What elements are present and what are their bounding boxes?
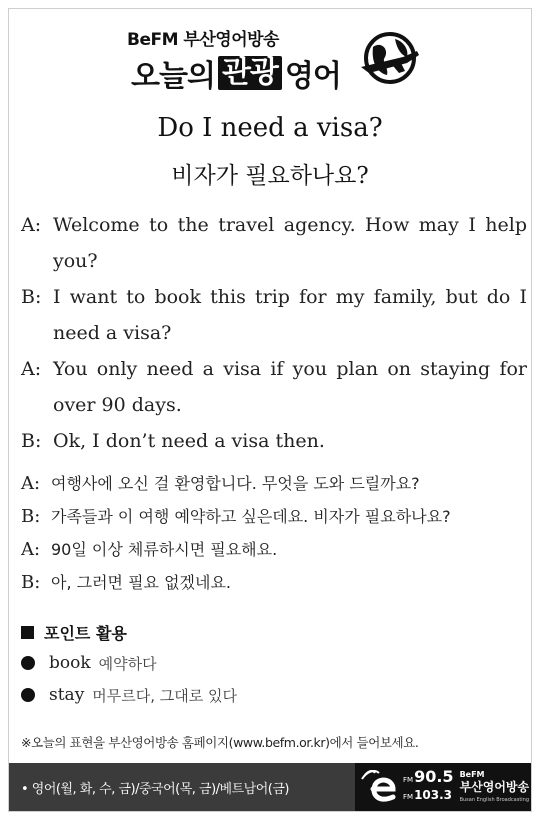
speaker-label: B: xyxy=(21,430,42,452)
dialog-line xyxy=(21,207,527,279)
dialog-text: You only need a visa if you plan on staying for over 90 days. xyxy=(53,358,527,416)
station-name-block xyxy=(460,769,530,806)
dialog-text: Ok, I don’t need a visa then. xyxy=(53,430,325,452)
circle-bullet-icon xyxy=(21,688,35,702)
key-point-meaning: 머무르다, 그대로 있다 xyxy=(92,686,238,705)
show-title-boxed: 관광 xyxy=(218,56,282,90)
dialog-text: 여행사에 오신 걸 환영합니다. 무엇을 도와 드릴까요? xyxy=(51,474,420,493)
speaker-label: A: xyxy=(21,473,41,494)
dialog-line xyxy=(21,423,527,459)
header xyxy=(9,9,531,109)
headline-korean: 비자가 필요하나요? xyxy=(171,163,369,189)
dialog-line xyxy=(21,351,527,423)
circle-bullet-icon xyxy=(21,656,35,670)
dialog-text: Welcome to the travel agency. How may I help you? xyxy=(53,214,527,272)
dialog-korean xyxy=(21,467,527,599)
show-title-pre: 오늘의 xyxy=(131,59,215,94)
frequency-alt: FM103.3 xyxy=(403,788,453,802)
key-point-item xyxy=(21,647,521,679)
station-tag: BeFM xyxy=(459,769,485,779)
listen-note: ※오늘의 표현을 부산영어방송 홈페이지(www.befm.or.kr)에서 들어보세요. xyxy=(21,735,419,750)
dialog-text: I want to book this trip for my family, but do I need a visa? xyxy=(53,286,527,344)
key-points xyxy=(21,617,521,711)
dialog-line xyxy=(21,566,527,599)
show-title xyxy=(131,51,341,95)
dialog-text: 가족들과 이 여행 예약하고 싶은데요. 비자가 필요하나요? xyxy=(51,507,451,526)
frequency-block xyxy=(403,769,454,805)
dialog-line xyxy=(21,533,527,566)
broadcast-schedule: • 영어(월, 화, 수, 금)/중국어(목, 금)/베트남어(금) xyxy=(21,781,289,797)
article-card xyxy=(8,8,532,812)
globe-plane-icon xyxy=(359,27,421,89)
brand-name: BeFM 부산영어방송 xyxy=(127,30,279,50)
dialog-line xyxy=(21,279,527,351)
dialog-line xyxy=(21,467,527,500)
speaker-label: A: xyxy=(21,358,42,380)
key-point-item xyxy=(21,679,521,711)
dialog-line xyxy=(21,500,527,533)
dialog-text: 90일 이상 체류하시면 필요해요. xyxy=(51,540,278,559)
speaker-label: A: xyxy=(21,214,42,236)
show-title-post: 영어 xyxy=(284,59,341,94)
e-logo-icon xyxy=(359,767,401,807)
key-point-word: book xyxy=(49,653,91,673)
speaker-label: B: xyxy=(21,506,41,527)
speaker-label: B: xyxy=(21,286,42,308)
station-logo xyxy=(355,763,531,811)
footer-bar xyxy=(9,763,531,811)
frequency-main: FM90.5 xyxy=(403,767,454,786)
speaker-label: A: xyxy=(21,539,41,560)
station-english: Busan English Broadcasting xyxy=(459,796,530,803)
dialog-english xyxy=(21,207,527,459)
headline-english: Do I need a visa? xyxy=(157,113,383,143)
dialog-text: 아, 그러면 필요 없겠네요. xyxy=(51,573,231,592)
station-name: 부산영어방송 xyxy=(459,779,530,794)
square-bullet-icon xyxy=(21,626,34,639)
key-point-word: stay xyxy=(49,685,85,705)
key-point-meaning: 예약하다 xyxy=(98,654,157,673)
key-points-title: 포인트 활용 xyxy=(44,623,127,643)
key-points-heading xyxy=(21,617,521,647)
speaker-label: B: xyxy=(21,572,41,593)
